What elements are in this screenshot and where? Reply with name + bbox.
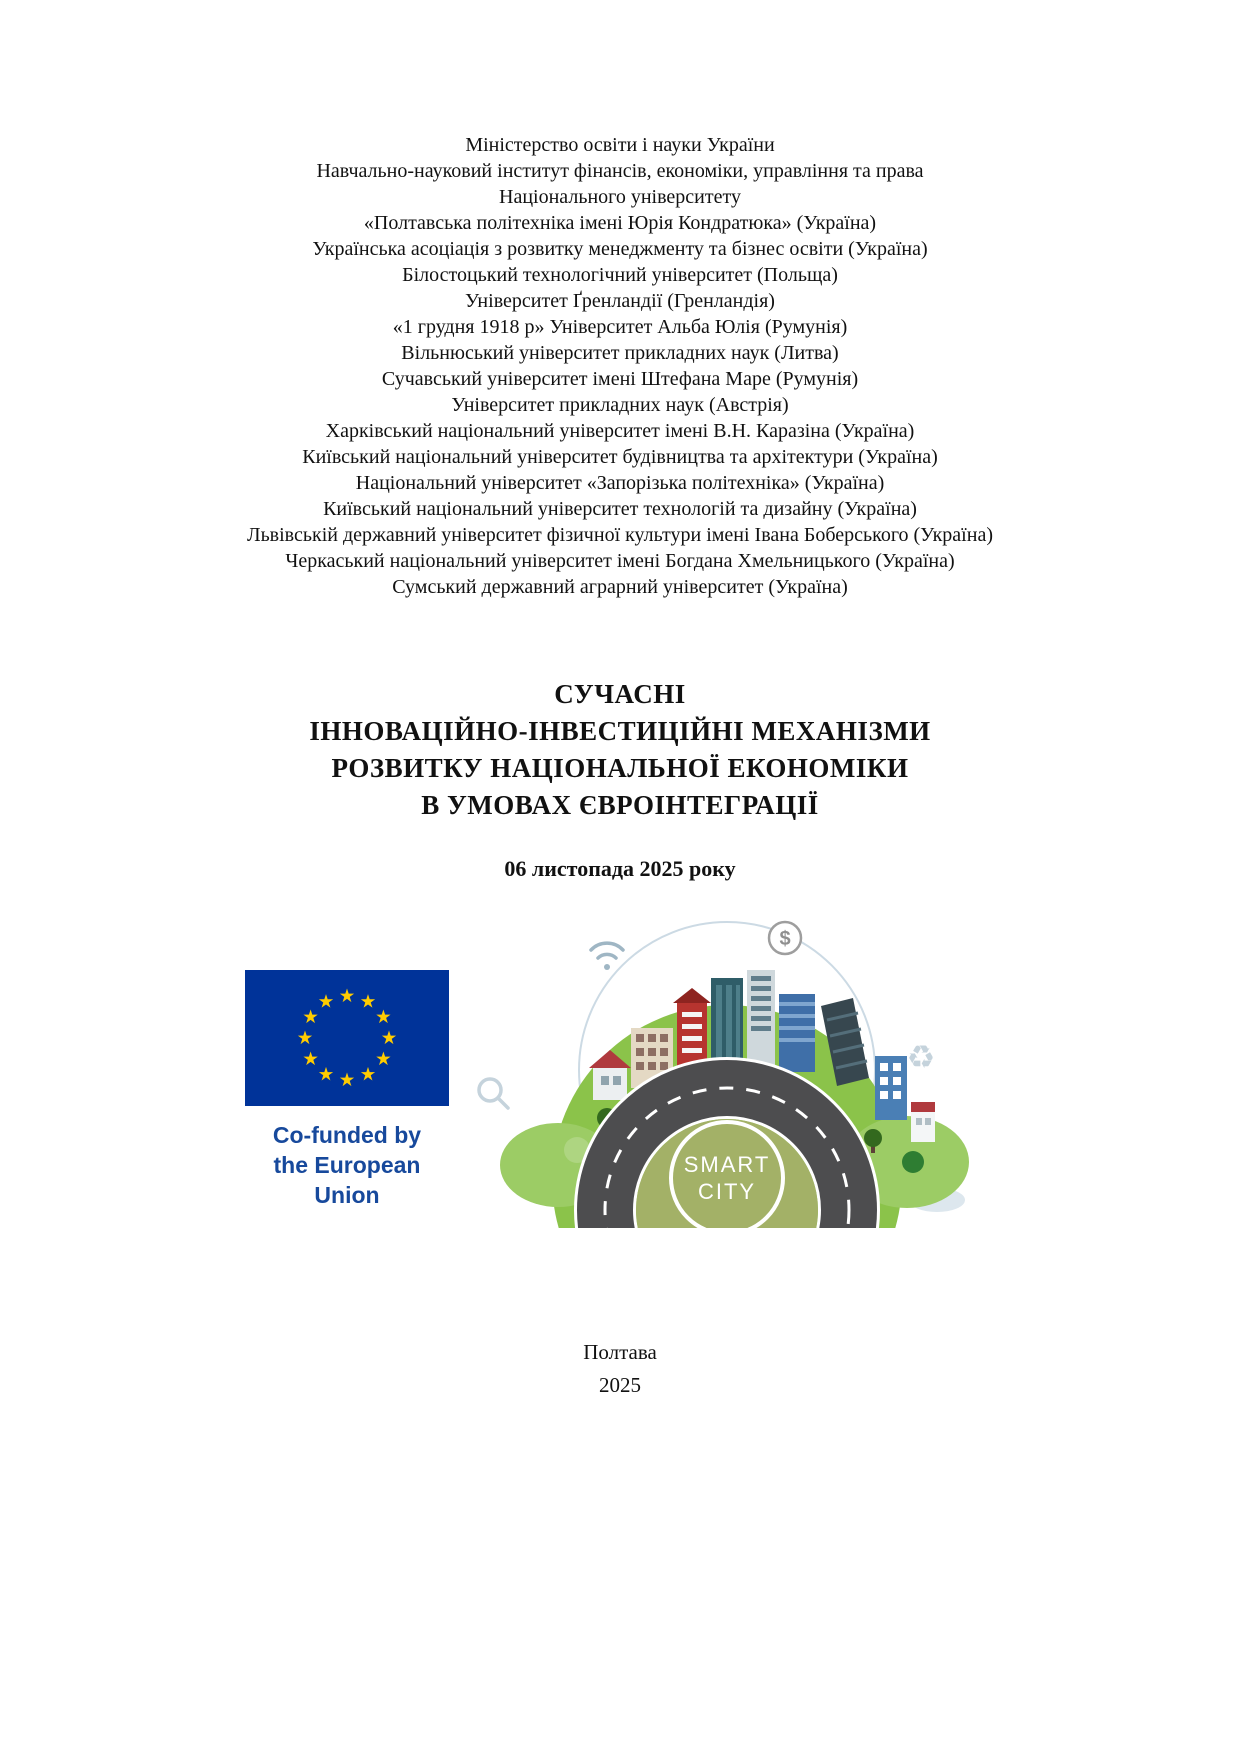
institution-line: Харківський національний університет імені В.Н. Каразіна (Україна) bbox=[325, 420, 915, 442]
svg-text:$: $ bbox=[779, 928, 791, 950]
institution-line: «1 грудня 1918 р» Університет Альба Юлія (Румунія) bbox=[392, 316, 848, 338]
building-blue bbox=[875, 1056, 907, 1120]
institution-line: Київський національний університет технологій та дизайну (Україна) bbox=[323, 498, 917, 520]
dollar-icon bbox=[769, 922, 801, 954]
building-teal bbox=[711, 978, 743, 1070]
imprint-year: 2025 bbox=[599, 1373, 641, 1397]
institution-line: Університет прикладних наук (Австрія) bbox=[451, 394, 789, 416]
recycle-icon: ♻ bbox=[906, 1039, 936, 1075]
title-line: В УМОВАХ ЄВРОІНТЕГРАЦІЇ bbox=[421, 790, 819, 820]
institution-line: Білостоцький технологічний університет (Польща) bbox=[402, 264, 838, 286]
title-line: ІННОВАЦІЙНО-ІНВЕСТИЦІЙНІ МЕХАНІЗМИ bbox=[309, 716, 931, 746]
building-blue-glass bbox=[779, 994, 815, 1072]
institution-line: Університет Ґренландії (Гренландія) bbox=[465, 290, 775, 312]
institution-line: Вільнюський університет прикладних наук (Литва) bbox=[401, 342, 839, 364]
institution-line: Сучавський університет імені Штефана Маре (Румунія) bbox=[381, 368, 859, 390]
eu-caption-line1: Co-funded by bbox=[272, 1122, 422, 1148]
imprint-city: Полтава bbox=[583, 1340, 657, 1364]
eu-cofunded-logo bbox=[245, 970, 449, 1210]
smart-city-label-line2: CITY bbox=[697, 1179, 757, 1204]
building-gray bbox=[747, 970, 775, 1068]
eu-flag-icon bbox=[245, 970, 449, 1106]
institution-line: Черкаський національний університет імені Богдана Хмельницького (Україна) bbox=[285, 550, 955, 572]
logos-row bbox=[0, 910, 1240, 1232]
title-line: СУЧАСНІ bbox=[554, 679, 686, 709]
smart-city-illustration bbox=[455, 910, 990, 1228]
building-small-red bbox=[911, 1102, 935, 1142]
institutions-list bbox=[0, 0, 1240, 600]
eu-caption bbox=[245, 1120, 449, 1210]
imprint bbox=[0, 1336, 1240, 1402]
institution-line: Міністерство освіти і науки України bbox=[465, 134, 775, 156]
institution-line: Львівській державний університет фізичної культури імені Івана Боберського (Україна) bbox=[247, 524, 993, 546]
conference-date: 06 листопада 2025 року bbox=[504, 856, 736, 881]
institution-line: Національного університету bbox=[499, 186, 741, 208]
wifi-icon bbox=[591, 943, 623, 970]
institution-line: Київський національний університет будівництва та архітектури (Україна) bbox=[302, 446, 938, 468]
conference-title bbox=[0, 676, 1240, 824]
title-line: РОЗВИТКУ НАЦІОНАЛЬНОЇ ЕКОНОМІКИ bbox=[331, 753, 909, 783]
institution-line: Сумський державний аграрний університет (Україна) bbox=[392, 576, 848, 598]
institution-line: Навчально-науковий інститут фінансів, економіки, управління та права bbox=[316, 160, 924, 182]
institution-line: Українська асоціація з розвитку менеджменту та бізнес освіти (Україна) bbox=[312, 238, 928, 260]
institution-line: «Полтавська політехніка імені Юрія Кондратюка» (Україна) bbox=[363, 212, 877, 234]
magnifier-icon bbox=[479, 1079, 508, 1108]
institution-line: Національний університет «Запорізька політехніка» (Україна) bbox=[355, 472, 885, 494]
smart-city-label-line1: SMART bbox=[683, 1152, 771, 1177]
eu-caption-line2: the European Union bbox=[273, 1152, 421, 1208]
